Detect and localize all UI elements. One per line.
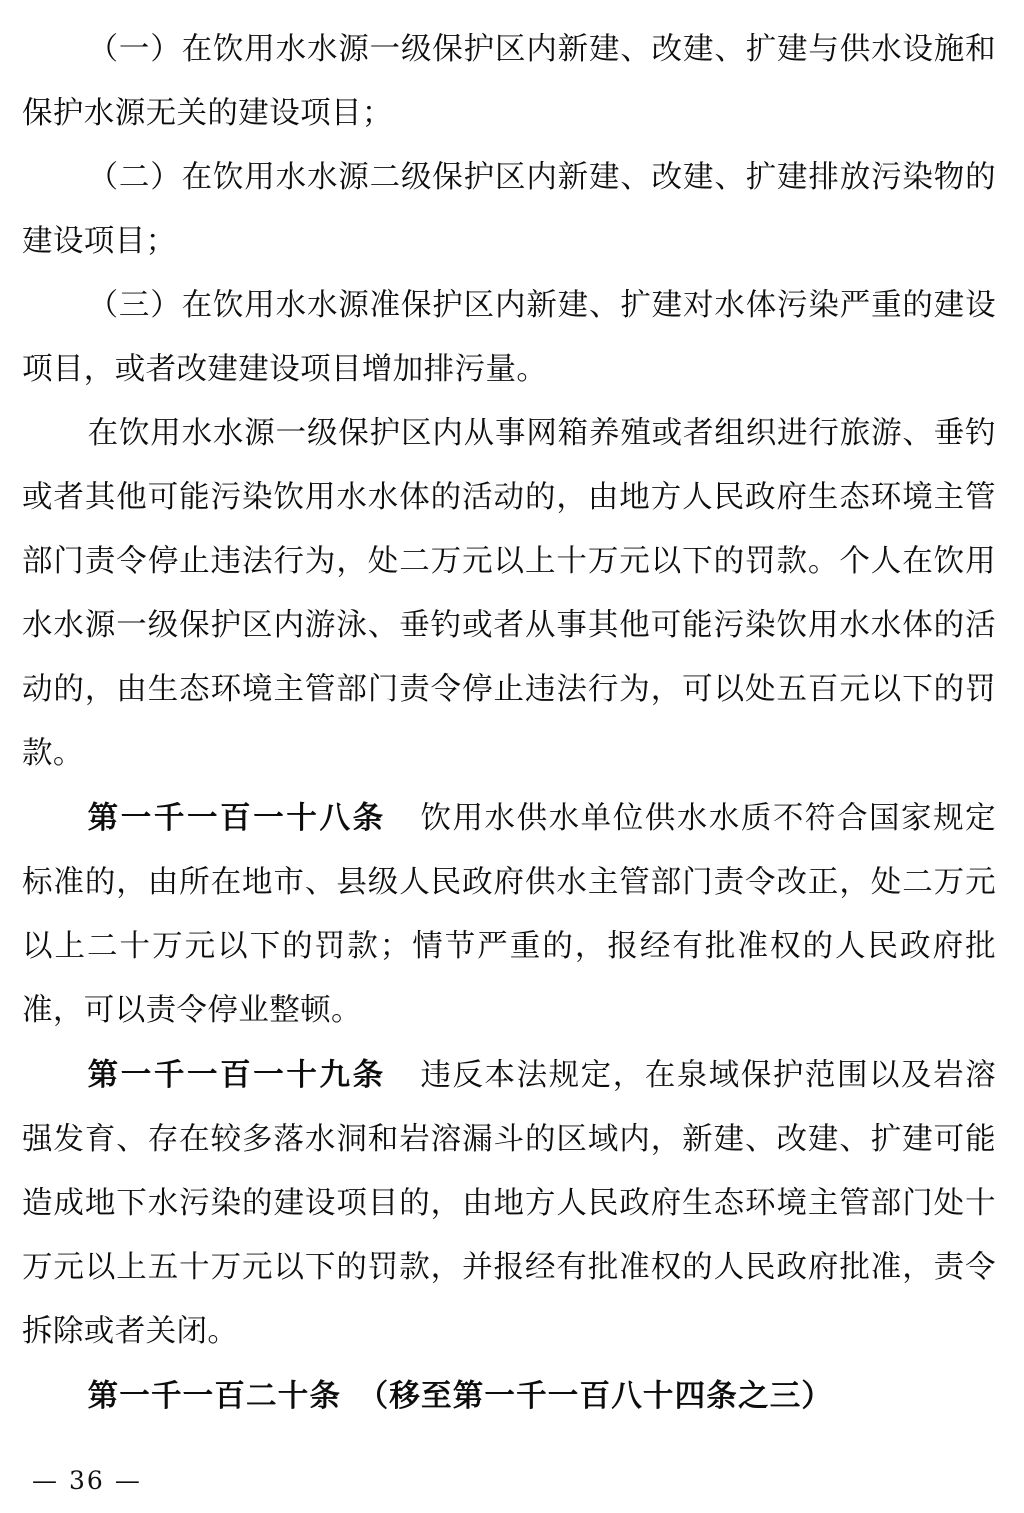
paragraph-penalty <box>22 402 996 786</box>
list-item-2-text: （二）在饮用水水源二级保护区内新建、改建、扩建排放污染物的建设项目； <box>22 160 996 259</box>
list-item-2 <box>22 146 996 274</box>
list-item-1 <box>22 18 996 146</box>
footer-dash-right: — <box>114 1466 142 1495</box>
page-body <box>22 18 996 1428</box>
article-1118-number: 第一千一百一十八条 <box>87 800 386 836</box>
article-1119-text: 违反本法规定，在泉域保护范围以及岩溶强发育、存在较多落水洞和岩溶漏斗的区域内，新建、改建、扩建可能造成地下水污染的建设项目的，由地方人民政府生态环境主管部门处十万元以上五十万元以下的罚款，并报经有批准权的人民政府批准，责令拆除或者关闭。 <box>22 1058 997 1349</box>
footer-dash-left: — <box>32 1466 59 1495</box>
list-item-3-text: （三）在饮用水水源准保护区内新建、扩建对水体污染严重的建设项目，或者改建建设项目增加排污量。 <box>22 288 996 387</box>
list-item-3 <box>22 274 996 402</box>
article-1119-number: 第一千一百一十九条 <box>87 1057 386 1093</box>
article-1118 <box>22 786 996 1043</box>
page-footer <box>22 1466 1002 1495</box>
paragraph-penalty-text: 在饮用水水源一级保护区内从事网箱养殖或者组织进行旅游、垂钓或者其他可能污染饮用水水体的活动的，由地方人民政府生态环境主管部门责令停止违法行为，处二万元以上十万元以下的罚款。个人在饮用水水源一级保护区内游泳、垂钓或者从事其他可能污染饮用水水体的活动的，由生态环境主管部门责令停止违法行为，可以处五百元以下的罚款。 <box>22 416 996 771</box>
article-1118-text: 饮用水供水单位供水水质不符合国家规定标准的，由所在地市、县级人民政府供水主管部门责令改正，处二万元以上二十万元以下的罚款；情节严重的，报经有批准权的人民政府批准，可以责令停业整顿。 <box>22 801 997 1028</box>
list-item-1-text: （一）在饮用水水源一级保护区内新建、改建、扩建与供水设施和保护水源无关的建设项目； <box>22 32 996 131</box>
article-1119 <box>22 1043 996 1364</box>
article-1120-text: 第一千一百二十条 （移至第一千一百八十四条之三） <box>87 1378 834 1414</box>
page-number: 36 <box>69 1466 105 1495</box>
article-1120 <box>22 1364 996 1428</box>
